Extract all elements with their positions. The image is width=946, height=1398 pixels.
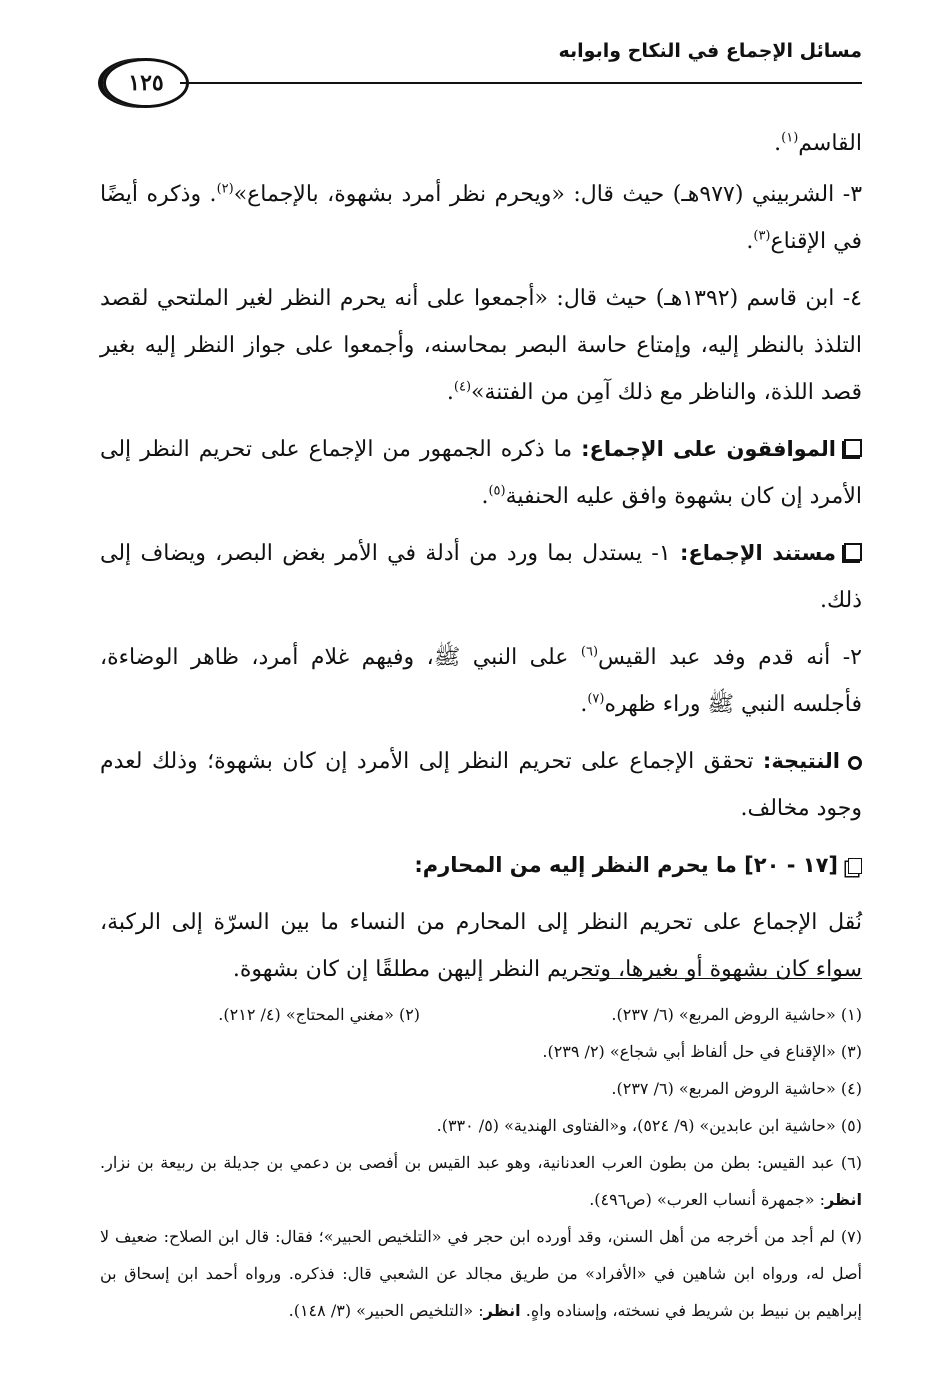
footnote-3: (٣) «الإقناع في حل ألفاظ أبي شجاع» (٢/ ٢٣٩). (542, 1042, 862, 1061)
page-number: ١٢٥ (103, 58, 189, 108)
footnote-ref: (٣) (753, 228, 771, 244)
footnote-4: (٤) «حاشية الروض المربع» (٦/ ٢٣٧). (611, 1079, 862, 1098)
running-header-title: مسائل الإجماع في النكاح وابوابه (558, 40, 862, 62)
header-rule (180, 82, 862, 84)
paragraph-evidence: مستند الإجماع: ١- يستدل بما ورد من أدلة في الأمر بغض البصر، ويضاف إلى ذلك. (100, 541, 862, 613)
footnote-2: (٢) «مغني المحتاج» (٤/ ٢١٢). (218, 1005, 421, 1024)
square-bullet-icon (844, 439, 862, 457)
result-label: النتيجة: (762, 749, 840, 773)
footnote-ref: (١) (781, 130, 799, 146)
footnote-rule (582, 978, 862, 979)
paragraph-abd-al-qays: ٢- أنه قدم وفد عبد القيس$^{(٦)}$ على النبي ﷺ، وفيهم غلام أمرد، ظاهر الوضاءة، فأجلسه النبي ﷺ وراء ظهره$^{(٧)}$. (100, 644, 862, 717)
main-text (100, 120, 862, 1003)
footnote-1: (١) «حاشية الروض المربع» (٦/ ٢٣٧). (611, 1005, 862, 1024)
footnote-ref: (٧) (587, 691, 605, 707)
paragraph-agreeing: الموافقون على الإجماع: ما ذكره الجمهور من الإجماع على تحريم النظر إلى الأمرد إن كان بشهوة وافق عليه الحنفية$^{(٥)}$. (100, 437, 862, 509)
section-heading: [١٧ - ٢٠] ما يحرم النظر إليه من المحارم: (100, 842, 862, 889)
paragraph-result: النتيجة: تحقق الإجماع على تحريم النظر إلى الأمرد إن كان بشهوة؛ وذلك لعدم وجود مخالف. (100, 749, 862, 821)
paragraph-mahram: نُقل الإجماع على تحريم النظر إلى المحارم من النساء ما بين السرّة إلى الركبة، سواء كان بشهوة أو بغيرها، وتحريم النظر إليهن مطلقًا إن كان بشهوة. (100, 910, 862, 982)
footnote-ref: (٦) (580, 644, 599, 660)
footnote-7: (٧) لم أجد من أخرجه من أهل السنن، وقد أورده ابن حجر في «التلخيص الحبير»؛ فقال: قال ابن الصلاح: ضعيف لا أصل له، ورواه ابن شاهين في «الأفراد» من طريق مجالد عن الشعبي قال: فذكره. ورواه أحمد ابن إسحاق بن إبراهيم بن نبيط بن شريط في نسخته، وإسناده واهٍ. انظر: «التلخيص الحبير» (٣/ ١٤٨). (100, 1227, 862, 1320)
paragraph-ibn-qasim: ٤- ابن قاسم (١٣٩٢هـ) حيث قال: «أجمعوا على أنه يحرم النظر لغير الملتحي لقصد التلذذ بالنظر إليه، وإمتاع حاسة البصر بمحاسنه، وأجمعوا على جواز النظر إليه بغير قصد اللذة، والناظر مع ذلك آمِن من الفتنة»$^{(٤)}$. (100, 286, 862, 405)
footnotes (100, 996, 862, 1329)
footnote-ref: (٤) (453, 379, 472, 395)
footnote-row (100, 996, 862, 1033)
agreeing-label: الموافقون على الإجماع: (581, 437, 836, 461)
document-icon (848, 858, 862, 874)
footnote-5: (٥) «حاشية ابن عابدين» (٩/ ٥٢٤)، و«الفتاوى الهندية» (٥/ ٣٣٠). (436, 1116, 862, 1135)
footnote-ref: (٥) (488, 483, 506, 499)
square-bullet-icon (844, 543, 862, 561)
paragraph-continuation: القاسم$^{(١)}$. (774, 130, 862, 156)
footnote-ref: (٢) (216, 181, 234, 197)
paragraph-shirbini: ٣- الشربيني (٩٧٧هـ) حيث قال: «ويحرم نظر أمرد بشهوة، بالإجماع»$^{(٢)}$. وذكره أيضًا في الإقناع$^{(٣)}$. (100, 181, 863, 254)
circle-bullet-icon (848, 756, 862, 770)
footnote-6: (٦) عبد القيس: بطن من بطون العرب العدنانية، وهو عبد القيس بن أفصى بن دعمي بن جديلة بن ربيعة بن نزار. انظر: «جمهرة أنساب العرب» (ص٤٩٦). (100, 1153, 862, 1209)
evidence-label: مستند الإجماع: (680, 541, 836, 565)
